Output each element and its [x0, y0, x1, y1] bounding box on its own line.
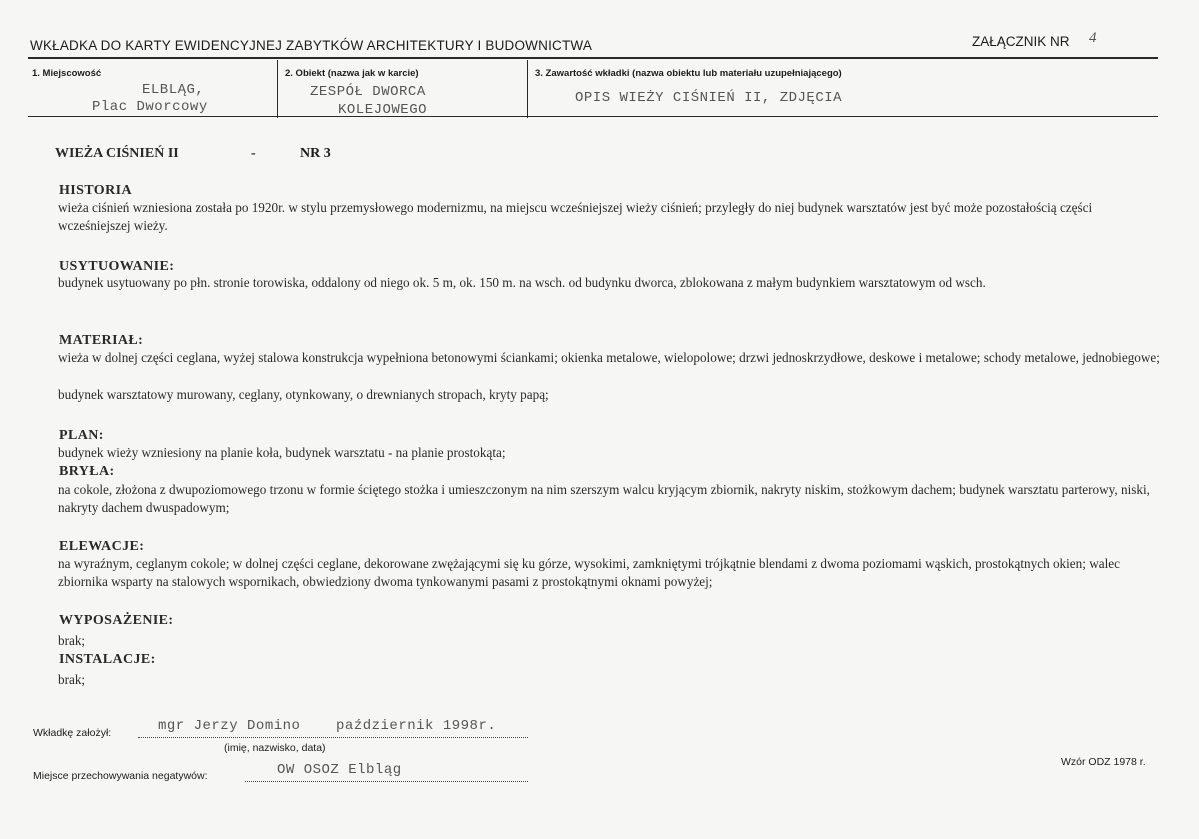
contents-value: OPIS WIEŻY CIŚNIEŃ II, ZDJĘCIA [575, 90, 843, 106]
locality-line1: ELBLĄG, [142, 82, 205, 98]
field-divider-2 [527, 60, 528, 118]
fields-bottom-rule [28, 116, 1158, 117]
locality-line2: Plac Dworcowy [92, 99, 208, 115]
form-reference: Wzór ODZ 1978 r. [1061, 756, 1146, 768]
heading-name: WIEŻA CIŚNIEŃ II [55, 146, 179, 161]
section-text-material-2: budynek warsztatowy murowany, ceglany, otynkowany, o drewnianych stropach, kryty papą; [58, 387, 549, 402]
section-title-bryla: BRYŁA: [59, 464, 115, 479]
header-rule [28, 57, 1158, 59]
author-label: Wkładkę założył: [33, 727, 112, 739]
heading-dash: - [251, 146, 256, 161]
locality-label: 1. Miejscowość [32, 68, 102, 79]
section-title-historia: HISTORIA [59, 183, 132, 198]
storage-dotted-line [245, 781, 528, 782]
contents-label: 3. Zawartość wkładki (nazwa obiektu lub materiału uzupełniającego) [535, 68, 842, 79]
object-label: 2. Obiekt (nazwa jak w karcie) [285, 68, 419, 79]
annex-label: ZAŁĄCZNIK NR [972, 34, 1070, 49]
section-text-material: wieża w dolnej części ceglana, wyżej stalowa konstrukcja wypełniona betonowymi ściankami; okienka metalowe, wielopolowe; drzwi jednoskrzydłowe, deskowe i metalowe; schody metalowe, jednobiegowe; [58, 350, 1160, 365]
object-line1: ZESPÓŁ DWORCA [310, 84, 426, 100]
section-title-plan: PLAN: [59, 428, 104, 443]
section-title-instalacje: INSTALACJE: [59, 652, 156, 667]
storage-value: OW OSOZ Elbląg [277, 762, 402, 778]
field-divider-1 [277, 60, 278, 118]
storage-label: Miejsce przechowywania negatywów: [33, 770, 208, 782]
section-text-instalacje: brak; [58, 672, 86, 687]
section-text-elewacje: na wyraźnym, ceglanym cokole; w dolnej części ceglane, dekorowane zwężającymi się ku górze, wysokimi, zamkniętymi trójkątnie blendami z dwoma poziomami wąskich, prostokątnych okien; walec zbiornika wsparty na stalowych wspornikach, obwiedziony dwoma tynkowanymi pasami z prostokątnymi oknami powyżej; [58, 556, 1120, 589]
section-text-usytuowanie: budynek usytuowany po płn. stronie torowiska, oddalony od niego ok. 5 m, ok. 150 m. na wsch. od budynku dworca, zblokowana z małym budynkiem warsztatowym od wsch. [58, 275, 986, 290]
section-text-wyposazenie: brak; [58, 633, 86, 648]
annex-number: 4 [1089, 30, 1097, 46]
author-value: mgr Jerzy Domino październik 1998r. [158, 718, 497, 734]
section-title-material: MATERIAŁ: [59, 333, 144, 348]
heading-number: NR 3 [300, 146, 331, 161]
section-text-historia: wieża ciśnień wzniesiona została po 1920r. w stylu przemysłowego modernizmu, na miejscu wcześniejszej wieży ciśnień; przyległy do niej budynek warsztatów jest być może pozostałością części wcześniejszej wieży. [58, 200, 1093, 233]
object-line2: KOLEJOWEGO [338, 102, 428, 118]
section-text-bryla: na cokole, złożona z dwupoziomowego trzonu w formie ściętego stożka i umieszczonym na nim szerszym walcu kryjącym zbiornik, nakryty niskim, stożkowym dachem; budynek warsztatu parterowy, niski, nakryty dachem dwuspadowym; [58, 482, 1150, 515]
section-title-elewacje: ELEWACJE: [59, 539, 145, 554]
object-heading [55, 146, 179, 162]
section-title-usytuowanie: USYTUOWANIE: [59, 259, 175, 274]
author-caption: (imię, nazwisko, data) [224, 742, 326, 754]
author-dotted-line [138, 737, 528, 738]
section-title-wyposazenie: WYPOSAŻENIE: [59, 613, 174, 628]
section-text-plan: budynek wieży wzniesiony na planie koła, budynek warsztatu - na planie prostokąta; [58, 445, 506, 460]
form-title: WKŁADKA DO KARTY EWIDENCYJNEJ ZABYTKÓW ARCHITEKTURY I BUDOWNICTWA [30, 38, 593, 53]
